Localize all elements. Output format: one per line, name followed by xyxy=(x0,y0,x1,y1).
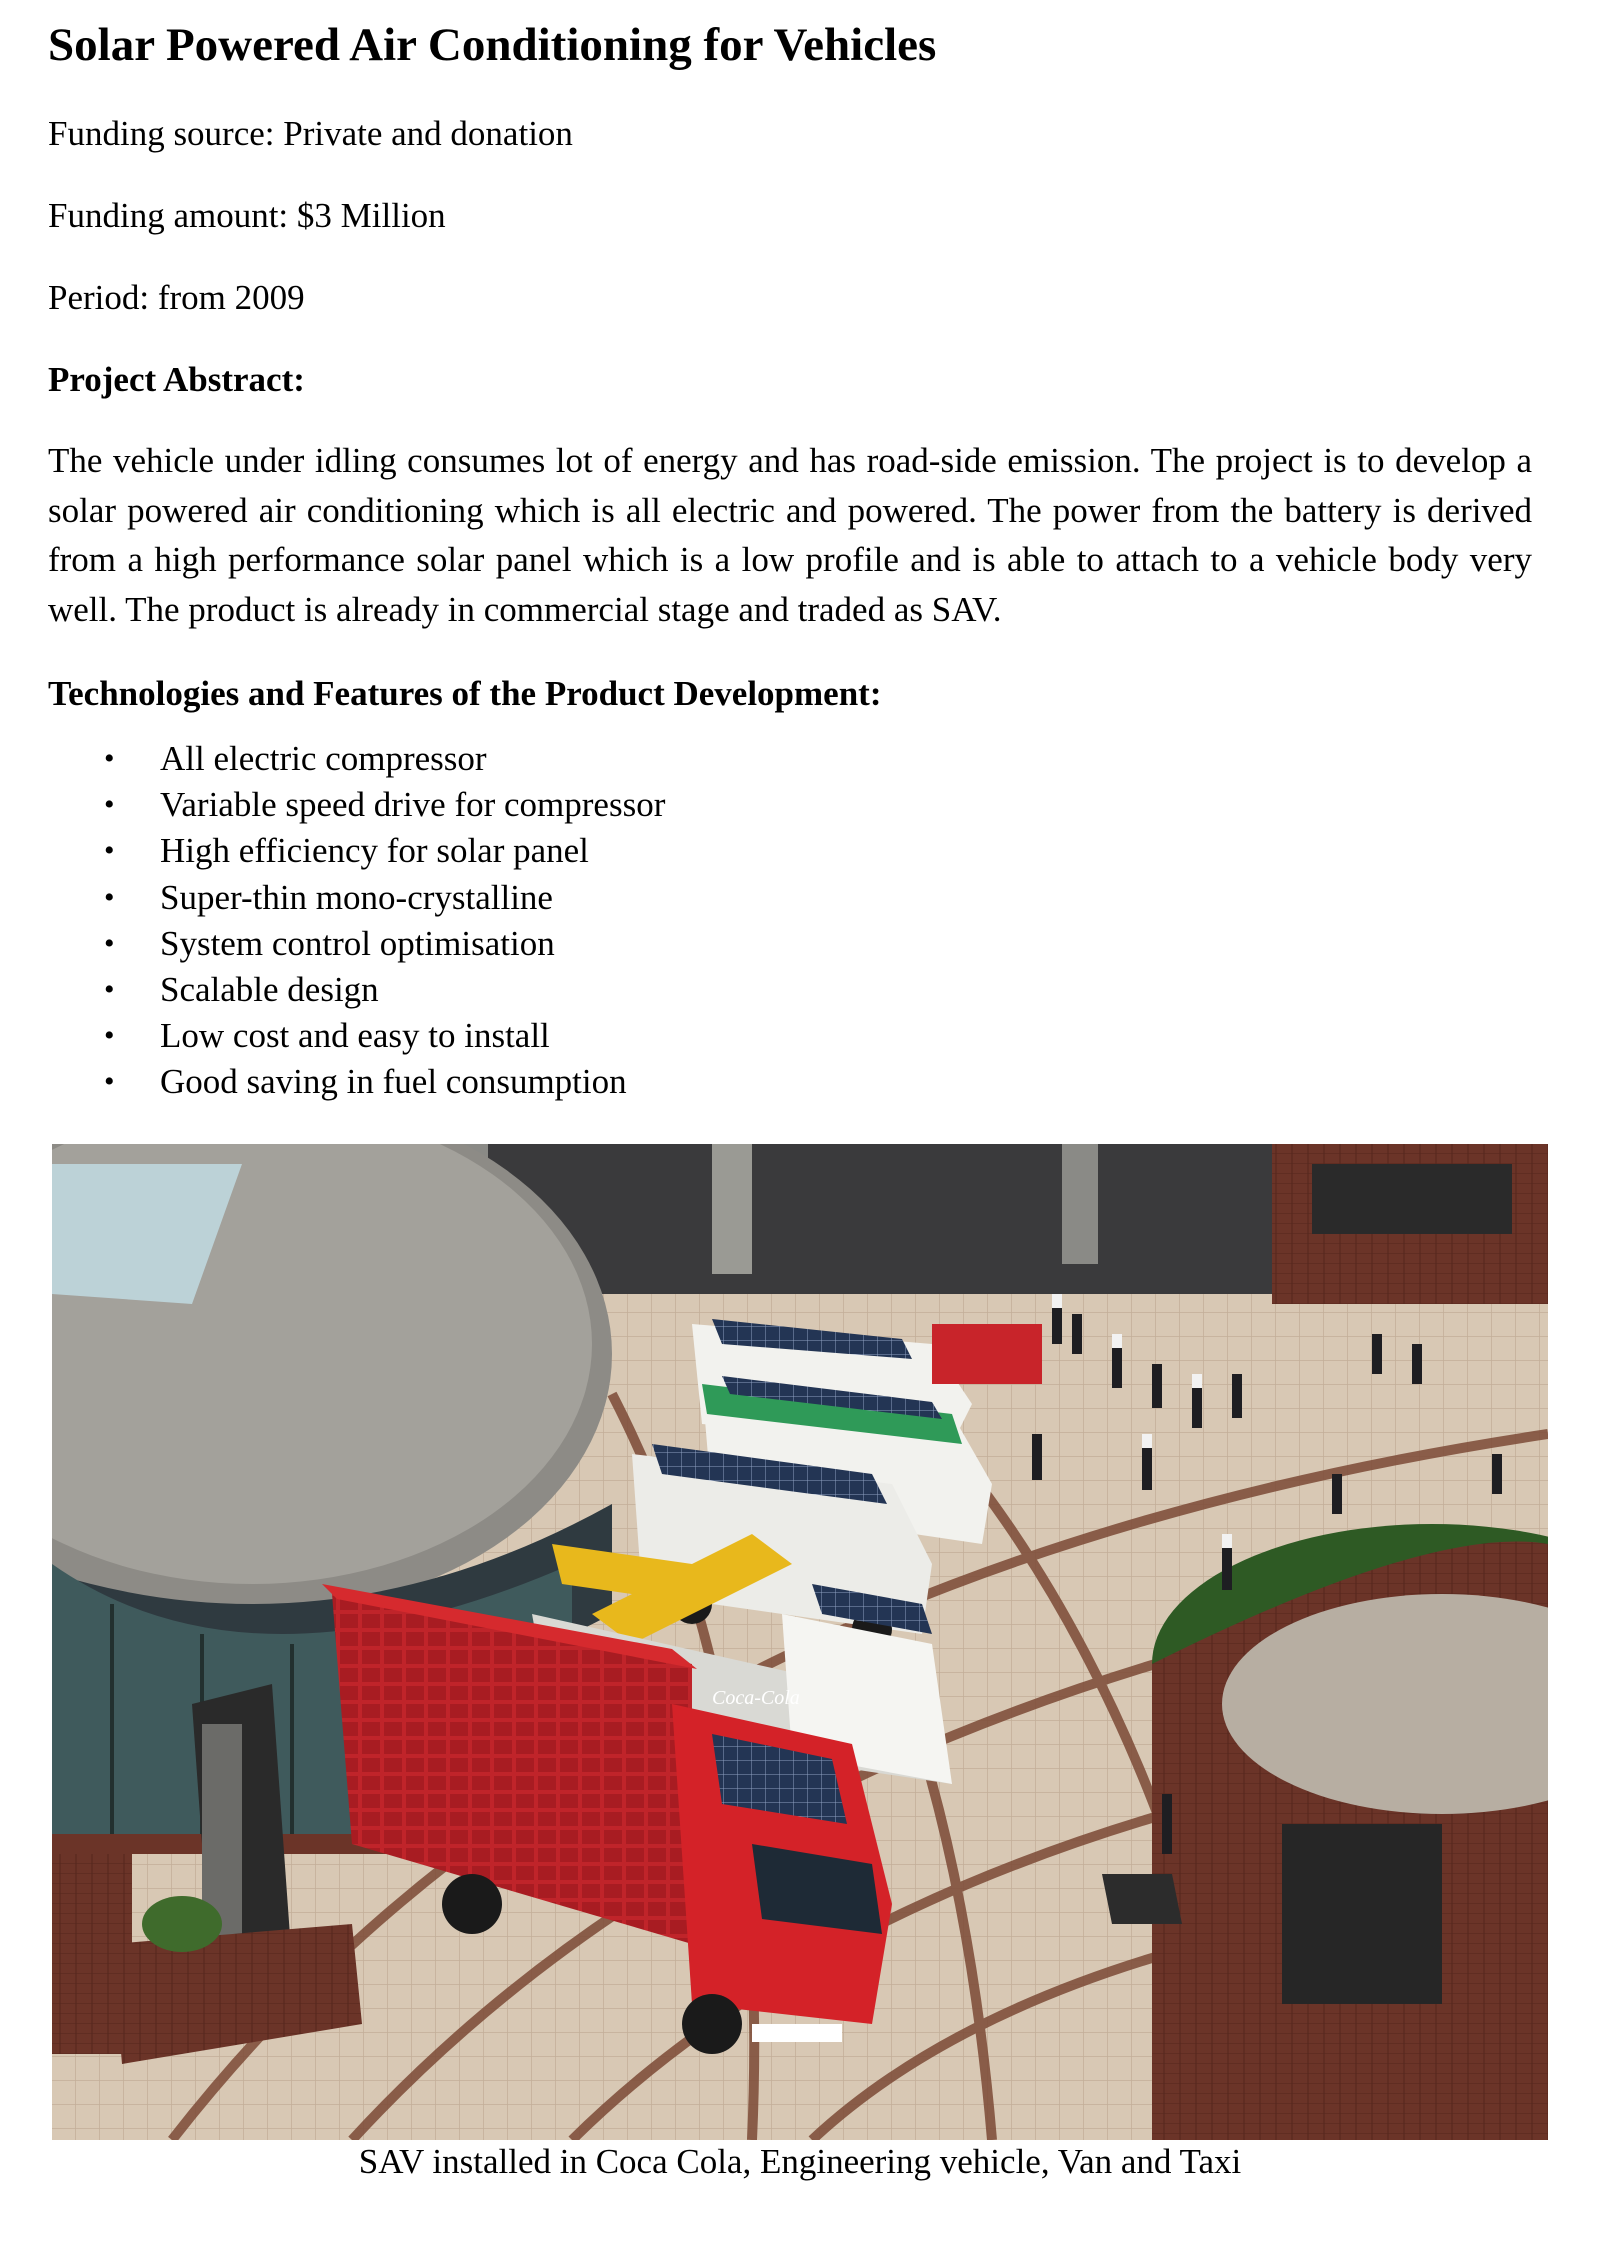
list-item xyxy=(48,828,665,874)
list-item xyxy=(48,736,665,782)
feature-text: Scalable design xyxy=(160,970,379,1010)
abstract-text: The vehicle under idling consumes lot of energy and has road-side emission. The project is to develop a solar powered air conditioning which is all electric and powered. The power from the battery is derived from a high performance solar panel which is a low profile and is able to attach to a vehicle body very well. The product is already in commercial stage and traded as SAV. xyxy=(48,441,1532,629)
plaza-illustration xyxy=(52,1144,1548,2140)
truck-logo-text: Coca-Cola xyxy=(712,1687,800,1709)
feature-text: Super-thin mono-crystalline xyxy=(160,877,553,917)
funding-amount: Funding amount: $3 Million xyxy=(48,196,446,235)
feature-text: Good saving in fuel consumption xyxy=(160,1062,627,1102)
bullet-icon: • xyxy=(104,1065,115,1099)
list-item xyxy=(48,1059,665,1105)
bullet-icon: • xyxy=(104,973,115,1007)
bullet-icon: • xyxy=(104,742,115,775)
page-title: Solar Powered Air Conditioning for Vehicles xyxy=(48,19,937,71)
bullet-icon: • xyxy=(104,788,115,822)
features-list xyxy=(48,736,665,1106)
list-item xyxy=(48,921,665,967)
bullet-icon: • xyxy=(104,1019,115,1053)
list-item xyxy=(48,1013,665,1059)
funding-source: Funding source: Private and donation xyxy=(48,114,573,153)
bullet-icon: • xyxy=(104,880,115,914)
list-item xyxy=(48,967,665,1013)
list-item xyxy=(48,875,665,921)
feature-text: High efficiency for solar panel xyxy=(160,831,589,871)
abstract-heading: Project Abstract: xyxy=(48,360,305,399)
feature-text: All electric compressor xyxy=(160,739,487,778)
period: Period: from 2009 xyxy=(48,278,305,317)
feature-text: Variable speed drive for compressor xyxy=(160,785,666,825)
vehicles-photo xyxy=(52,1144,1548,2140)
features-heading: Technologies and Features of the Product Development: xyxy=(48,674,882,713)
list-item xyxy=(48,782,665,828)
feature-text: System control optimisation xyxy=(160,923,555,963)
bullet-icon: • xyxy=(104,926,115,960)
photo-caption: SAV installed in Coca Cola, Engineering vehicle, Van and Taxi xyxy=(358,2142,1242,2181)
feature-text: Low cost and easy to install xyxy=(160,1016,550,1056)
bullet-icon: • xyxy=(104,834,115,868)
